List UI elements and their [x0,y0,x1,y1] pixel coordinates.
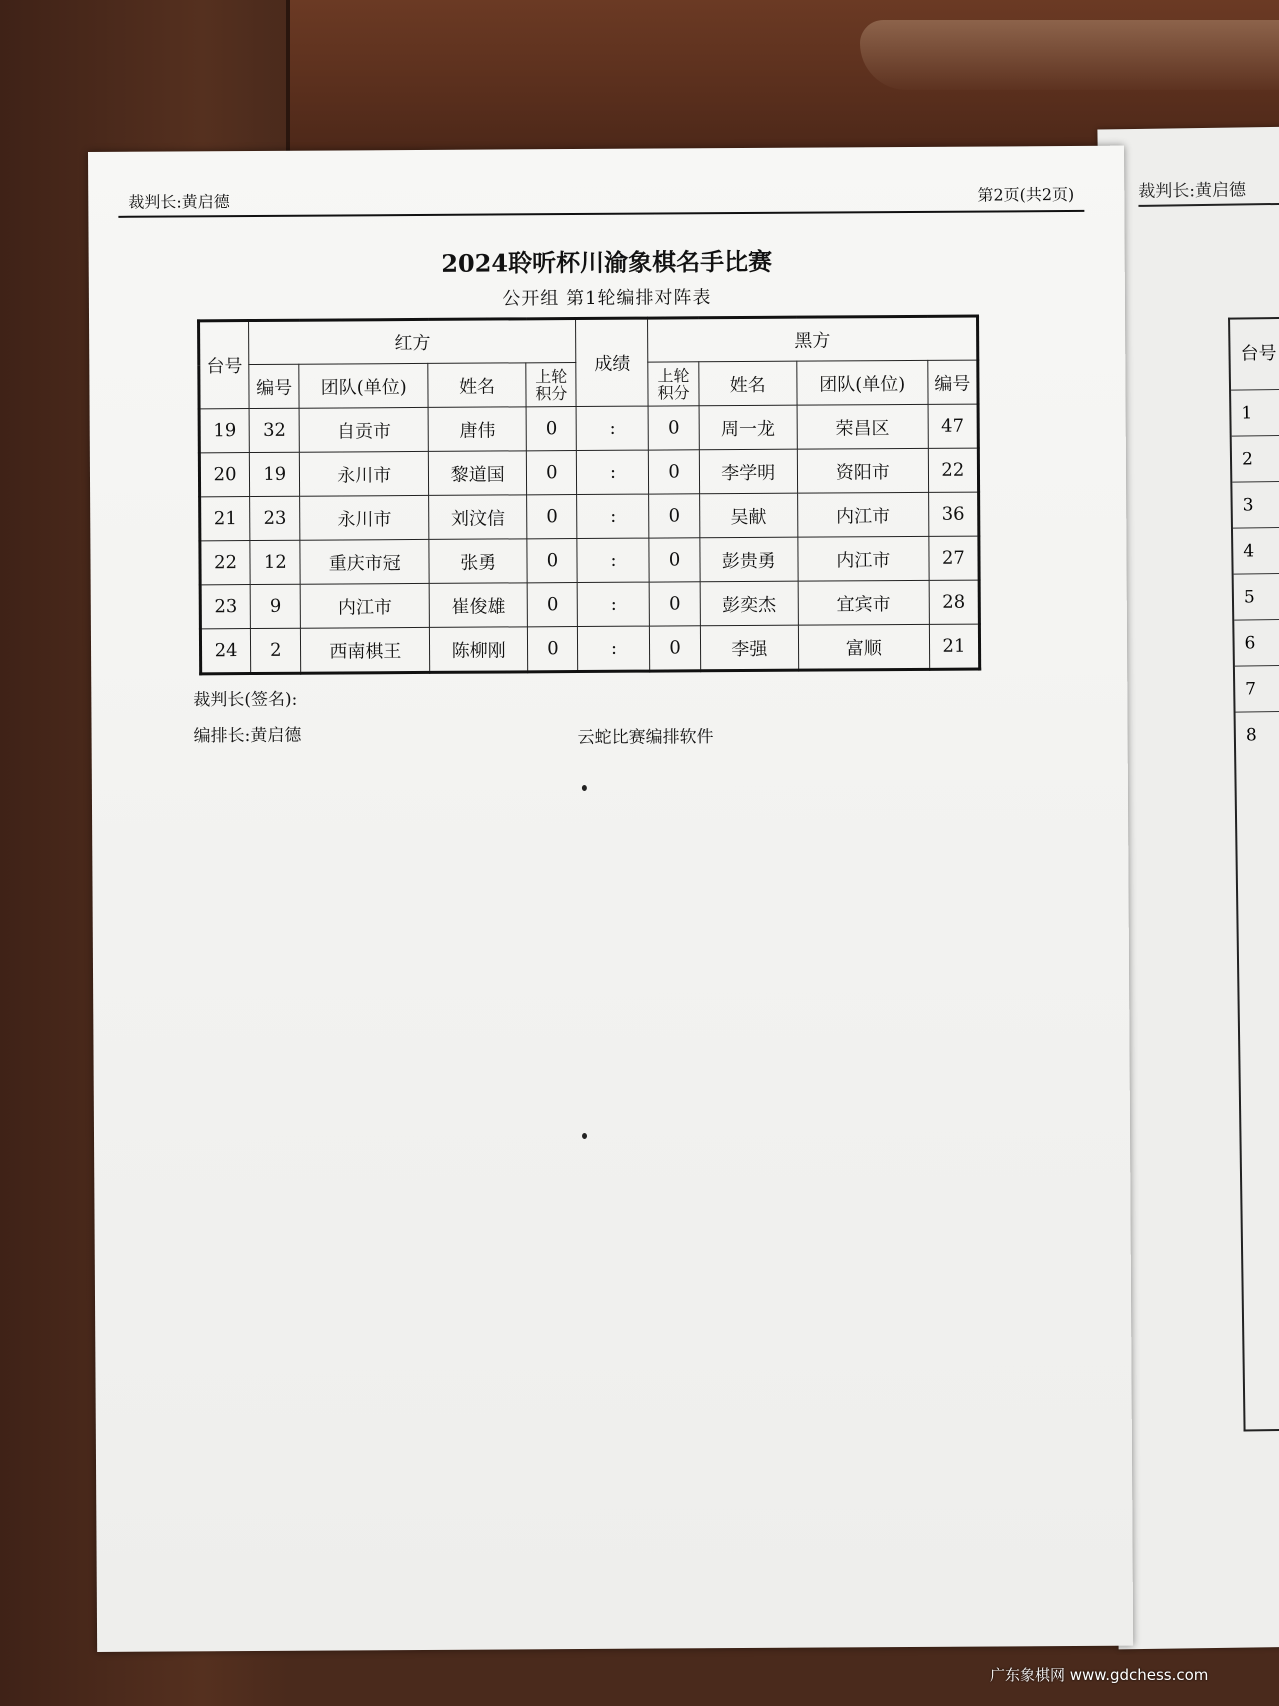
red-name-cell: 黎道国 [428,451,526,496]
board-cell: 21 [200,497,250,541]
red-team-cell: 永川市 [300,495,429,540]
red-points-cell: 0 [527,539,577,583]
second-sheet-header-rule [1138,202,1279,207]
red-points-cell: 0 [527,495,577,539]
black-points-cell: 0 [649,406,699,450]
red-no-cell: 9 [250,584,300,628]
table-row [200,492,979,541]
red-no-cell: 23 [250,496,300,540]
black-team-cell: 宜宾市 [798,580,929,625]
black-name-cell: 彭奕杰 [700,581,798,626]
black-no-cell: 28 [929,580,979,624]
black-no-header: 编号 [928,360,978,404]
black-name-cell: 李强 [700,625,798,671]
red-name-header: 姓名 [428,363,526,408]
black-team-cell: 内江市 [798,536,929,581]
black-points-cell: 0 [649,538,699,582]
ink-speck [582,1133,587,1139]
page-title: 2024聆听杯川渝象棋名手比赛 [441,246,773,278]
second-sheet-table [1228,317,1279,1432]
red-no-header: 编号 [249,364,299,408]
result-cell: : [578,626,650,671]
red-name-cell: 陈柳刚 [430,627,528,673]
red-team-cell: 西南棋王 [301,627,430,673]
black-team-cell: 荣昌区 [797,404,928,449]
second-sheet-row: 3 [1232,481,1279,528]
red-no-cell: 32 [249,408,299,452]
red-side-header: 红方 [249,319,577,365]
black-name-cell: 彭贵勇 [700,537,798,582]
black-side-header: 黑方 [648,316,978,362]
ink-speck [582,785,587,791]
referee-signature-label: 裁判长(签名): [193,689,298,711]
second-sheet-row: 1 [1231,389,1279,436]
table-row [199,404,978,453]
result-cell: : [577,406,649,450]
black-name-header: 姓名 [698,361,796,406]
black-no-cell: 47 [928,404,978,448]
black-team-cell: 内江市 [797,492,928,537]
red-name-cell: 唐伟 [428,407,526,452]
page-subtitle: 公开组 第1轮编排对阵表 [502,287,712,310]
black-team-header: 团队(单位) [797,360,928,405]
red-team-cell: 永川市 [300,451,429,496]
red-team-cell: 自贡市 [299,407,428,452]
board-cell: 20 [199,453,249,497]
red-points-header: 上轮 积分 [526,363,576,407]
page-number: 第2页(共2页) [977,184,1075,205]
black-points-cell: 0 [650,626,700,671]
board-cell: 22 [200,541,250,585]
pairing-table [197,315,981,676]
black-points-header: 上轮 积分 [648,362,698,406]
red-name-cell: 崔俊雄 [429,583,527,628]
red-points-cell: 0 [527,451,577,495]
wood-seam [286,0,290,160]
table-row [200,624,979,674]
black-name-cell: 吴献 [699,493,797,538]
black-team-cell: 富顺 [798,624,929,670]
black-points-cell: 0 [649,494,699,538]
red-team-header: 团队(单位) [299,363,428,408]
arranger-label: 编排长:黄启德 [193,725,302,747]
board-cell: 19 [199,409,249,453]
chief-referee-label: 裁判长:黄启德 [128,192,230,212]
black-name-cell: 李学明 [699,449,797,494]
pairing-sheet [88,146,1133,1652]
second-sheet-row: 2 [1232,435,1279,482]
black-no-cell: 21 [929,624,979,669]
site-watermark: 广东象棋网 www.gdchess.com [990,1666,1209,1684]
second-sheet-chief-referee: 裁判长:黄启德 [1138,180,1247,202]
red-name-cell: 刘汶信 [429,495,527,540]
board-cell: 24 [200,629,250,674]
black-no-cell: 36 [928,492,978,536]
red-no-cell: 2 [251,628,301,673]
red-team-cell: 重庆市冠 [300,539,429,584]
red-no-cell: 19 [250,452,300,496]
second-sheet-row: 5 [1234,572,1279,619]
black-no-cell: 22 [928,448,978,492]
result-cell: : [577,494,649,538]
header-rule [118,210,1084,218]
red-name-cell: 张勇 [429,539,527,584]
second-sheet-row: 8 [1236,710,1279,757]
red-points-cell: 0 [527,583,577,627]
table-row [199,448,978,497]
result-cell: : [578,582,650,626]
table-row [200,536,979,585]
second-sheet-row: 7 [1235,664,1279,711]
board-cell: 23 [200,585,250,629]
black-name-cell: 周一龙 [699,405,797,450]
wood-scratch [860,20,1279,90]
software-credit: 云蛇比赛编排软件 [577,727,714,749]
red-team-cell: 内江市 [301,583,430,628]
red-points-cell: 0 [526,407,576,451]
second-sheet-row: 6 [1234,618,1279,665]
black-points-cell: 0 [650,582,700,626]
table-row [200,580,979,629]
result-cell: : [577,450,649,494]
black-no-cell: 27 [929,536,979,580]
result-header: 成绩 [576,318,649,406]
red-no-cell: 12 [250,540,300,584]
black-points-cell: 0 [649,450,699,494]
result-cell: : [577,538,649,582]
black-team-cell: 资阳市 [797,448,928,493]
red-points-cell: 0 [528,627,578,672]
second-sheet-row: 4 [1233,526,1279,573]
board-header: 台号 [199,321,250,409]
second-sheet-board-header: 台号 [1240,342,1277,365]
